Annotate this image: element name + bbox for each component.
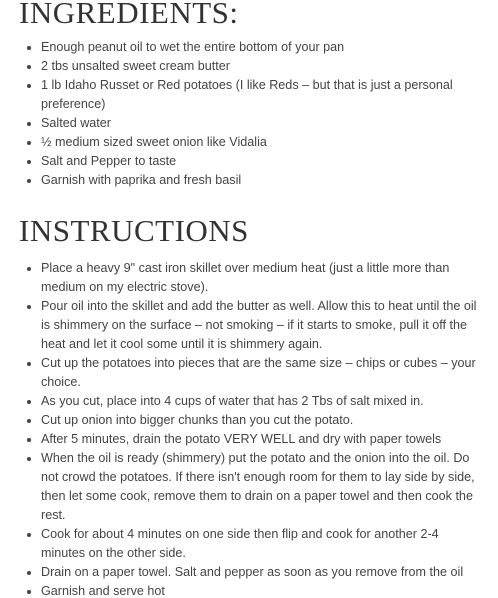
ingredients-list <box>0 38 498 190</box>
ingredients-heading: INGREDIENTS: <box>19 0 239 30</box>
ingredient-item: ½ medium sized sweet onion like Vidalia <box>0 133 498 152</box>
instruction-item: As you cut, place into 4 cups of water that has 2 Tbs of salt mixed in. <box>0 392 498 411</box>
ingredient-item: Salted water <box>0 114 498 133</box>
instructions-heading: INSTRUCTIONS <box>19 213 249 248</box>
ingredient-item: Enough peanut oil to wet the entire bottom of your pan <box>0 38 498 57</box>
instruction-item: When the oil is ready (shimmery) put the potato and the onion into the oil. Do not crowd the potatoes. If there isn't enough room for them to lay side by side, then let some cook, remove them to drain on a paper towel and then cook the rest. <box>0 449 498 525</box>
instructions-list <box>0 259 498 598</box>
ingredient-item: 1 lb Idaho Russet or Red potatoes (I like Reds – but that is just a personal preference) <box>0 76 498 114</box>
ingredient-item: Salt and Pepper to taste <box>0 152 498 171</box>
instruction-item: After 5 minutes, drain the potato VERY WELL and dry with paper towels <box>0 430 498 449</box>
instruction-item: Drain on a paper towel. Salt and pepper as soon as you remove from the oil <box>0 563 498 582</box>
instruction-item: Garnish and serve hot <box>0 582 498 598</box>
ingredient-item: 2 tbs unsalted sweet cream butter <box>0 57 498 76</box>
instruction-item: Pour oil into the skillet and add the butter as well. Allow this to heat until the oil is shimmery on the surface – not smoking – if it starts to smoke, pull it off the heat and let it cool some until it is shimmery again. <box>0 297 498 354</box>
ingredient-item: Garnish with paprika and fresh basil <box>0 171 498 190</box>
instruction-item: Cook for about 4 minutes on one side then flip and cook for another 2-4 minutes on the other side. <box>0 525 498 563</box>
instruction-item: Place a heavy 9" cast iron skillet over medium heat (just a little more than medium on my electric stove). <box>0 259 498 297</box>
instruction-item: Cut up onion into bigger chunks than you cut the potato. <box>0 411 498 430</box>
instruction-item: Cut up the potatoes into pieces that are the same size – chips or cubes – your choice. <box>0 354 498 392</box>
